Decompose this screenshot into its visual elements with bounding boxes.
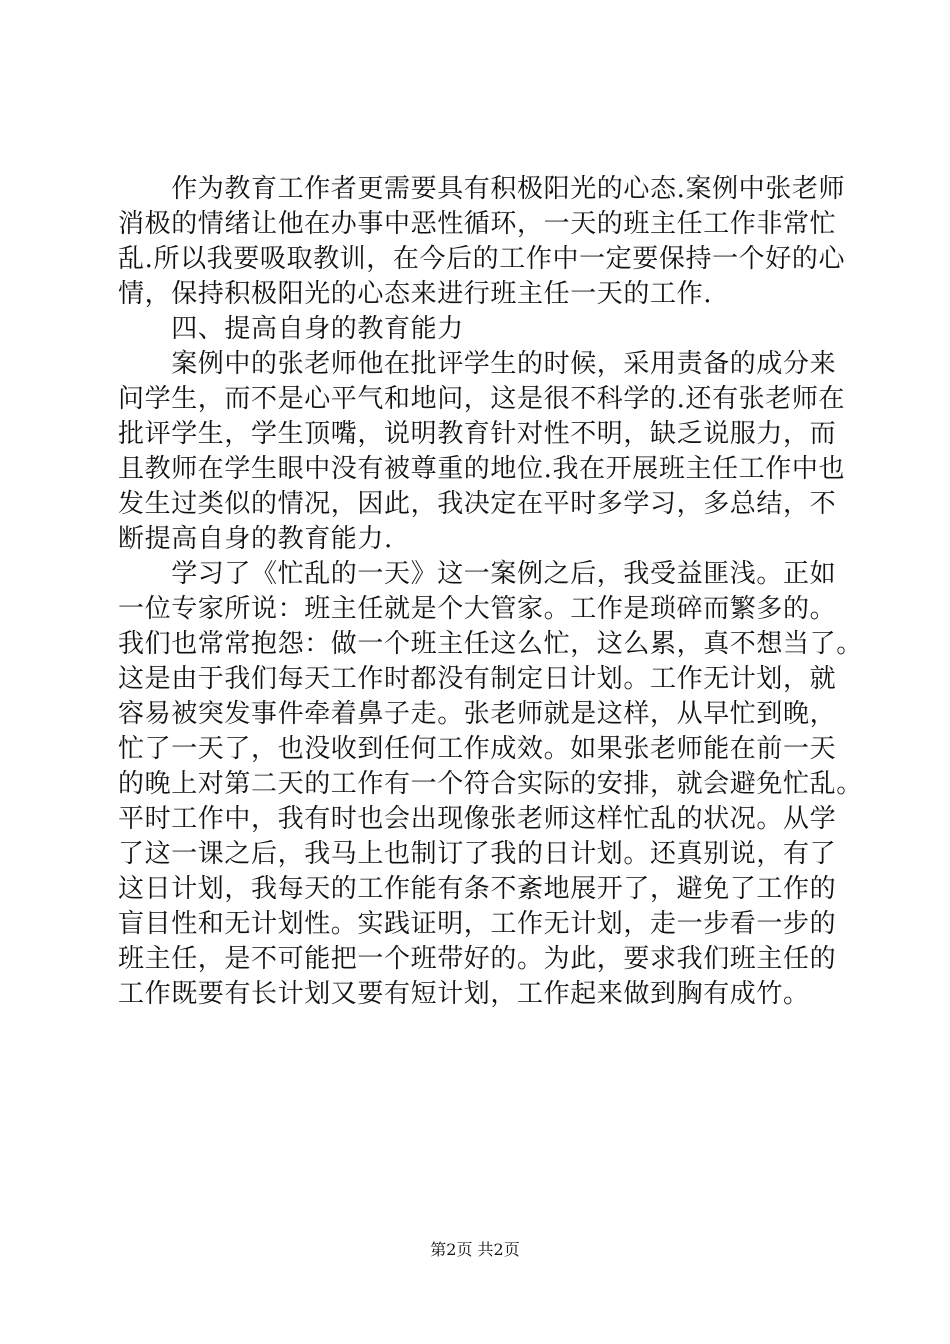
text-line: 作为教育工作者更需要具有积极阳光的心态.案例中张老师 bbox=[118, 174, 846, 204]
text-line: 了这一课之后，我马上也制订了我的日计划。还真别说，有了 bbox=[118, 839, 837, 869]
text-line: 乱.所以我要吸取教训，在今后的工作中一定要保持一个好的心 bbox=[118, 244, 846, 274]
text-line: 批评学生，学生顶嘴，说明教育针对性不明，缺乏说服力，而 bbox=[118, 419, 837, 449]
text-line: 盲目性和无计划性。实践证明，工作无计划，走一步看一步的 bbox=[118, 909, 837, 939]
page-number-footer: 第2页 共2页 bbox=[430, 1240, 520, 1259]
body-text bbox=[118, 172, 863, 1012]
text-line: 一位专家所说：班主任就是个大管家。工作是琐碎而繁多的。 bbox=[118, 594, 837, 624]
text-line: 学习了《忙乱的一天》这一案例之后，我受益匪浅。正如 bbox=[118, 559, 837, 589]
text-line: 发生过类似的情况，因此，我决定在平时多学习，多总结，不 bbox=[118, 489, 837, 519]
text-line: 平时工作中，我有时也会出现像张老师这样忙乱的状况。从学 bbox=[118, 804, 837, 834]
text-line: 这是由于我们每天工作时都没有制定日计划。工作无计划，就 bbox=[118, 664, 837, 694]
text-line: 的晚上对第二天的工作有一个符合实际的安排，就会避免忙乱。 bbox=[118, 769, 863, 799]
text-line: 这日计划，我每天的工作能有条不紊地展开了，避免了工作的 bbox=[118, 874, 837, 904]
section-heading: 四、提高自身的教育能力 bbox=[118, 314, 464, 344]
text-line: 容易被突发事件牵着鼻子走。张老师就是这样，从早忙到晚， bbox=[118, 699, 837, 729]
text-line: 情，保持积极阳光的心态来进行班主任一天的工作. bbox=[118, 279, 713, 309]
text-line: 断提高自身的教育能力. bbox=[118, 524, 393, 554]
text-line: 消极的情绪让他在办事中恶性循环，一天的班主任工作非常忙 bbox=[118, 209, 837, 239]
text-line: 忙了一天了，也没收到任何工作成效。如果张老师能在前一天 bbox=[118, 734, 837, 764]
text-line: 案例中的张老师他在批评学生的时候，采用责备的成分来 bbox=[118, 349, 837, 379]
text-line: 工作既要有长计划又要有短计划，工作起来做到胸有成竹。 bbox=[118, 979, 810, 1009]
text-line: 问学生，而不是心平气和地问，这是很不科学的.还有张老师在 bbox=[118, 384, 846, 414]
text-line: 我们也常常抱怨：做一个班主任这么忙，这么累，真不想当了。 bbox=[118, 629, 863, 659]
text-line: 班主任，是不可能把一个班带好的。为此，要求我们班主任的 bbox=[118, 944, 837, 974]
text-line: 且教师在学生眼中没有被尊重的地位.我在开展班主任工作中也 bbox=[118, 454, 846, 484]
